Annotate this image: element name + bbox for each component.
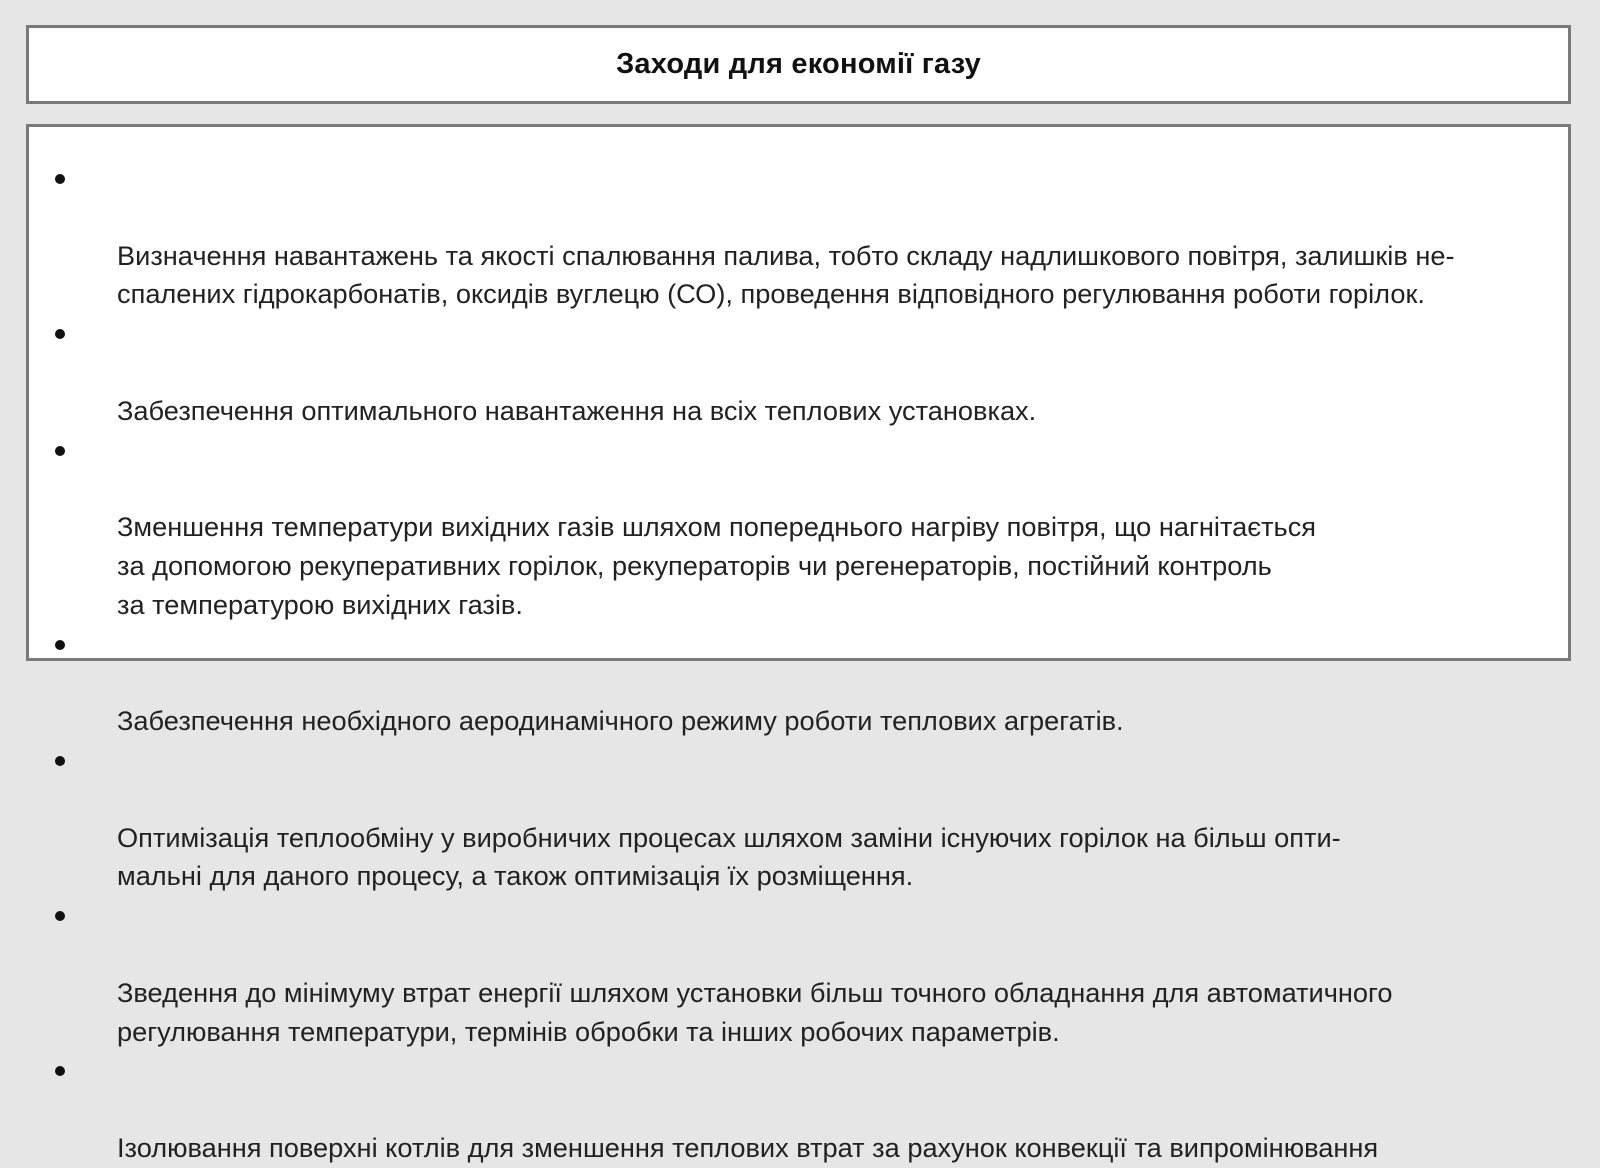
list-item (51, 625, 1551, 741)
bullet-icon (55, 174, 65, 184)
bullet-icon (55, 446, 65, 456)
bullet-icon (55, 640, 65, 650)
list-item-text: Забезпечення оптимального навантаження на всіх теплових установках. (117, 394, 1037, 426)
list-item (51, 314, 1551, 430)
measures-list (51, 159, 1551, 1168)
list-item-text: Оптимізація теплообміну у виробничих процесах шляхом заміни існуючих горілок на більш опти- мальні для даного процесу, а також оптимізація їх розміщення. (117, 821, 1341, 892)
list-item-text: Визначення навантажень та якості спалювання палива, тобто складу надлишкового повітря, залишків не- спалених гідрокарбонатів, оксидів вуглецю (СО), проведення відповідного регулювання роботи горілок. (117, 239, 1455, 310)
bullet-icon (55, 1066, 65, 1076)
bullet-icon (55, 756, 65, 766)
list-item (51, 159, 1551, 314)
content-box (26, 124, 1571, 1163)
list-item-text: Зменшення температури вихідних газів шляхом попереднього нагріву повітря, що нагнітається за допомогою рекуперативних горілок, рекуператорів чи регенераторів, постійний контроль за температурою вихідних газів. (117, 511, 1317, 620)
list-item (51, 741, 1551, 896)
list-item-text: Зведення до мінімуму втрат енергії шляхом установки більш точного обладнання для автоматичного регулювання температури, термінів обробки та інших робочих параметрів. (117, 976, 1393, 1047)
bullet-icon (55, 911, 65, 921)
title-box (26, 25, 1571, 104)
list-item-text: Ізолювання поверхні котлів для зменшення теплових втрат за рахунок конвекції та випромінювання (117, 1131, 1379, 1163)
list-item-text: Забезпечення необхідного аеродинамічного режиму роботи теплових агрегатів. (117, 705, 1124, 737)
list-item (51, 1051, 1551, 1167)
list-item (51, 431, 1551, 625)
page-title: Заходи для економії газу (616, 48, 981, 80)
bullet-icon (55, 329, 65, 339)
list-item (51, 896, 1551, 1051)
